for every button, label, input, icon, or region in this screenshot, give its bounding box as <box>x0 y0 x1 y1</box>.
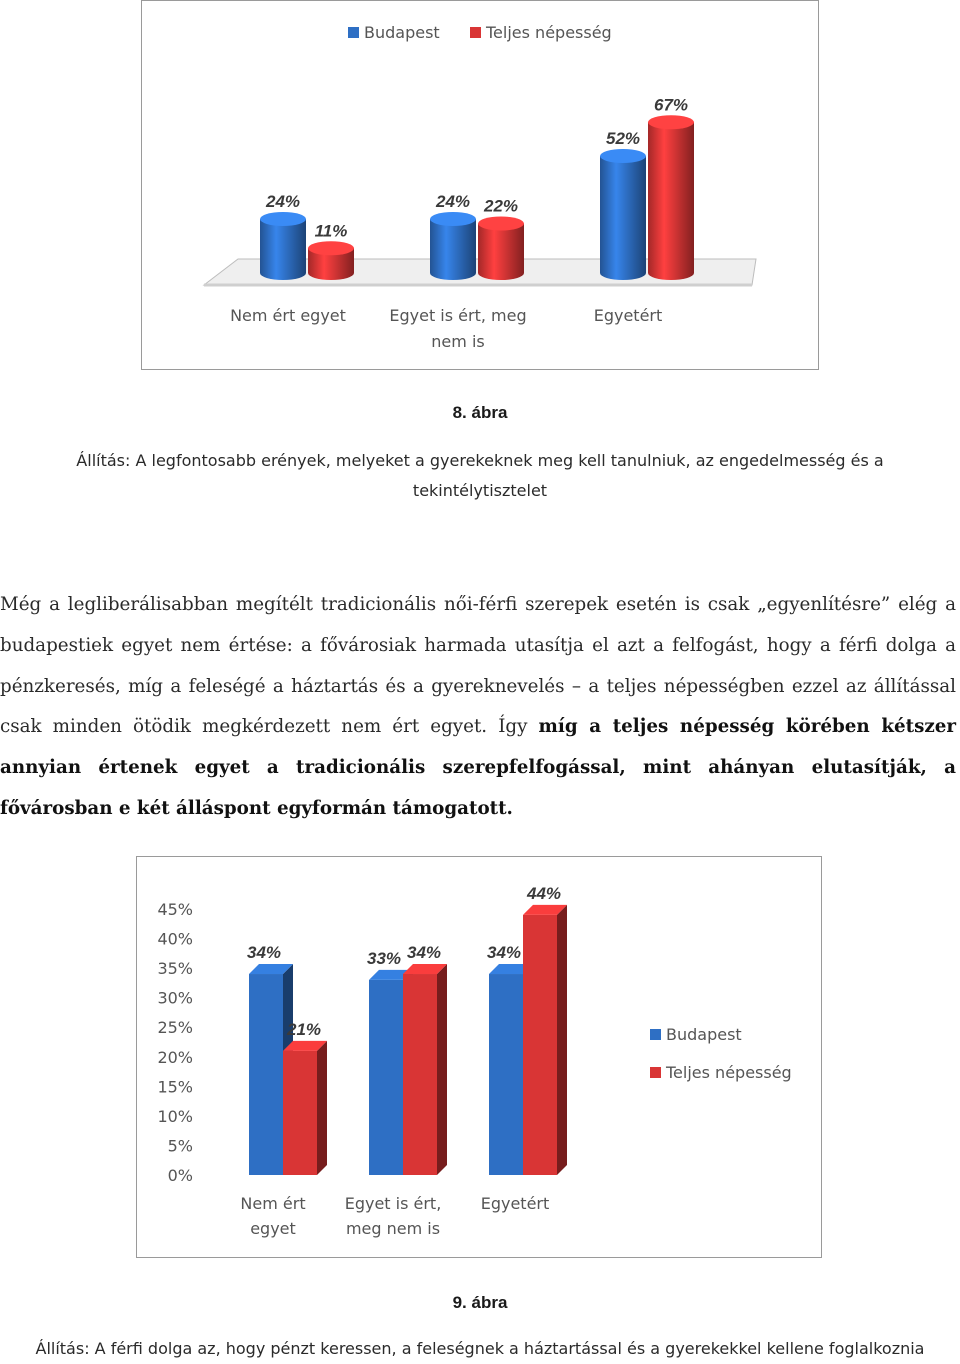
chart-9-data-label-1-2: 44% <box>526 883 562 903</box>
chart-9-bar-teljes-0 <box>283 1051 317 1175</box>
chart-9-y-tick-label-1: 5% <box>167 1136 193 1156</box>
chart-9-y-tick-label-8: 40% <box>157 929 193 949</box>
chart-9-bar-side-1-0 <box>317 1041 327 1175</box>
paragraph-normal-text: Még a legliberálisabban megítélt tradicionális női-férfi szerepek esetén is csak „egyenlítésre” elég a budapestiek egyet nem értése: a fővárosiak harmada utasítja el azt a felfogást, hogy a férfi dolga a pénzkeresés, míg a feleségé a háztartás és a gyereknevelés – a teljes népességben ezzel az állítással csak minden ötödik megkérdezett nem ért egyet. Így <box>0 594 956 738</box>
chart-9-y-tick-label-4: 20% <box>157 1047 193 1067</box>
chart-8-legend-swatch-0 <box>348 27 359 38</box>
chart-8-bar-top-0-1 <box>430 212 476 226</box>
chart-9-category-label-1-1: meg nem is <box>345 1219 441 1238</box>
chart-8-frame <box>141 0 819 370</box>
chart-8-category-label-2-0: Egyetért <box>593 306 663 325</box>
chart-8-data-label-0-1: 24% <box>435 192 471 211</box>
figure-8-statement-line-1: Állítás: A legfontosabb erények, melyeket a gyerekeknek meg kell tanulniuk, az engedelmesség és a <box>76 451 884 470</box>
chart-9-legend-swatch-1 <box>650 1067 661 1078</box>
chart-9-bar-teljes-1 <box>403 974 437 1175</box>
chart-9-data-label-1-0: 21% <box>286 1019 322 1039</box>
chart-8-data-label-1-0: 11% <box>314 221 348 241</box>
chart-9-frame <box>136 856 822 1258</box>
chart-9-category-label-1-0: Egyet is ért, <box>344 1194 442 1213</box>
chart-9 <box>137 857 821 1257</box>
chart-9-data-label-0-2: 34% <box>486 943 522 963</box>
chart-8-data-label-0-0: 24% <box>265 192 301 211</box>
body-paragraph <box>0 585 956 830</box>
chart-8-bar-budapest-1 <box>430 219 476 280</box>
chart-9-data-label-1-1: 34% <box>406 943 442 963</box>
chart-9-bar-budapest-2 <box>489 974 523 1175</box>
chart-9-data-label-0-1: 33% <box>366 948 402 968</box>
chart-9-bar-budapest-1 <box>369 980 403 1175</box>
chart-9-bar-budapest-0 <box>249 974 283 1175</box>
chart-9-data-label-0-0: 34% <box>246 943 282 963</box>
chart-8-bar-budapest-2 <box>600 156 646 280</box>
chart-9-category-label-2-0: Egyetért <box>480 1194 550 1213</box>
figure-8-caption: 8. ábra <box>452 403 508 422</box>
chart-8-category-label-0-0: Nem ért egyet <box>230 306 346 325</box>
chart-9-y-tick-label-9: 45% <box>157 900 193 919</box>
chart-8-bar-teljes-2 <box>648 122 694 280</box>
chart-8-data-label-0-2: 52% <box>605 129 641 148</box>
paragraph-bold-text: míg a teljes népesség körében kétszer annyian értenek egyet a tradicionális szerepfelfogással, mint ahányan elutasítják, a fővárosban e két álláspont egyformán támogatott. <box>0 716 957 819</box>
chart-9-bar-side-1-2 <box>557 905 567 1175</box>
chart-8-bar-top-0-0 <box>260 212 306 226</box>
chart-8-data-label-1-1: 22% <box>483 196 519 216</box>
chart-8-bar-teljes-1 <box>478 224 524 281</box>
chart-9-y-tick-label-3: 15% <box>157 1077 193 1097</box>
chart-9-legend-swatch-0 <box>650 1029 661 1040</box>
chart-9-legend-label-0: Budapest <box>666 1025 742 1044</box>
chart-8-bar-top-1-0 <box>308 241 354 255</box>
chart-8-legend-swatch-1 <box>470 27 481 38</box>
chart-8-category-label-1-1: nem is <box>431 332 485 351</box>
chart-9-category-label-0-1: egyet <box>250 1219 296 1238</box>
chart-9-category-label-0-0: Nem ért <box>240 1194 306 1213</box>
chart-9-y-tick-label-2: 10% <box>157 1106 193 1126</box>
chart-9-bar-teljes-2 <box>523 915 557 1175</box>
chart-8 <box>142 1 818 369</box>
chart-8-bar-top-1-1 <box>478 217 524 231</box>
chart-9-legend-label-1: Teljes népesség <box>666 1063 792 1082</box>
chart-8-bar-budapest-0 <box>260 219 306 280</box>
chart-9-y-tick-label-0: 0% <box>167 1166 193 1185</box>
chart-8-legend-label-0: Budapest <box>364 23 440 42</box>
chart-8-bar-top-1-2 <box>648 115 694 129</box>
chart-9-bar-side-1-1 <box>437 964 447 1175</box>
chart-8-category-label-1-0: Egyet is ért, meg <box>389 306 527 325</box>
chart-8-bar-top-0-2 <box>600 149 646 163</box>
figure-8-statement-line-2: tekintélytisztelet <box>412 481 548 500</box>
chart-9-y-tick-label-6: 30% <box>157 988 193 1008</box>
figure-9-statement: Állítás: A férfi dolga az, hogy pénzt keressen, a feleségnek a háztartással és a gyerekekkel kellene foglalkoznia <box>35 1339 925 1358</box>
figure-9-caption: 9. ábra <box>452 1293 508 1312</box>
chart-9-y-tick-label-5: 25% <box>157 1018 193 1038</box>
chart-8-data-label-1-2: 67% <box>653 95 689 115</box>
chart-9-y-tick-label-7: 35% <box>157 959 193 979</box>
chart-8-legend-label-1: Teljes népesség <box>486 23 612 42</box>
